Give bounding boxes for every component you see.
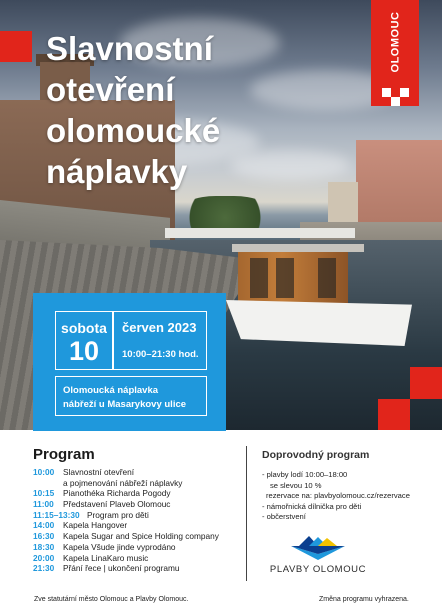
plavby-olomouc-logo [263,534,373,582]
program-item: 16:30 Kapela Sugar and Spice Holding company [33,531,219,542]
event-date [113,311,207,370]
headline-line: Slavnostní [46,30,213,67]
boat [232,244,364,252]
city-badge-label: OLOMOUC [389,11,402,73]
side-program-line: rezervace na: plavbyolomouc.cz/rezervace [266,491,410,501]
red-square-accent [0,31,32,62]
program-item: 11:15–13:30 Program pro děti [33,509,149,520]
event-info-box [33,293,226,431]
place-line: nábřeží u Masarykovy ulice [63,399,187,410]
side-program-title: Doprovodný program [262,449,370,461]
program-item: 18:30 Kapela Všude jinde vyprodáno [33,541,176,552]
headline-line: olomoucké [46,112,221,149]
program-item: 11:00 Představení Plaveb Olomouc [33,499,171,510]
day-number: 10 [68,336,100,366]
side-program-line: - plavby lodí 10:00–18:00 [262,470,348,479]
event-place [55,376,207,416]
headline-line: náplavky [46,153,188,190]
logo-text: PLAVBY OLOMOUC [269,564,367,575]
program-item: 14:00 Kapela Hangover [33,520,128,531]
place-line: Olomoucká náplavka [63,385,159,396]
day-name: sobota [61,320,107,336]
red-square-accent [410,367,442,399]
event-day [55,311,113,370]
headline [46,28,346,192]
column-divider [246,446,247,581]
event-time: 10:00–21:30 hod. [122,349,199,360]
side-program-line: - námořnická dílnička pro děti [262,501,362,511]
program-item: 20:00 Kapela LinaKaro music [33,552,149,563]
program-item: 10:15 Pianothéka Richarda Pogody [33,488,171,499]
headline-line: otevření [46,71,175,108]
footer-disclaimer: Změna programu vyhrazena. [319,596,409,603]
program-item: 10:00 Slavnostní otevření [33,467,135,477]
program-list [33,467,248,574]
paper-boat-icon [263,534,373,564]
footer-invitation: Zve statutární město Olomouc a Plavby Olomouc. [34,596,189,603]
program-title: Program [33,446,95,463]
red-square-accent [378,399,410,430]
program-item: a pojmenování nábřeží náplavky [63,477,183,488]
side-program-line: - občerstvení [262,512,306,522]
event-month: červen 2023 [122,320,197,335]
side-program-list [262,470,432,523]
side-program-line: se slevou 10 % [270,480,322,490]
program-item: 21:30 Přání řece | ukončení programu [33,563,180,574]
